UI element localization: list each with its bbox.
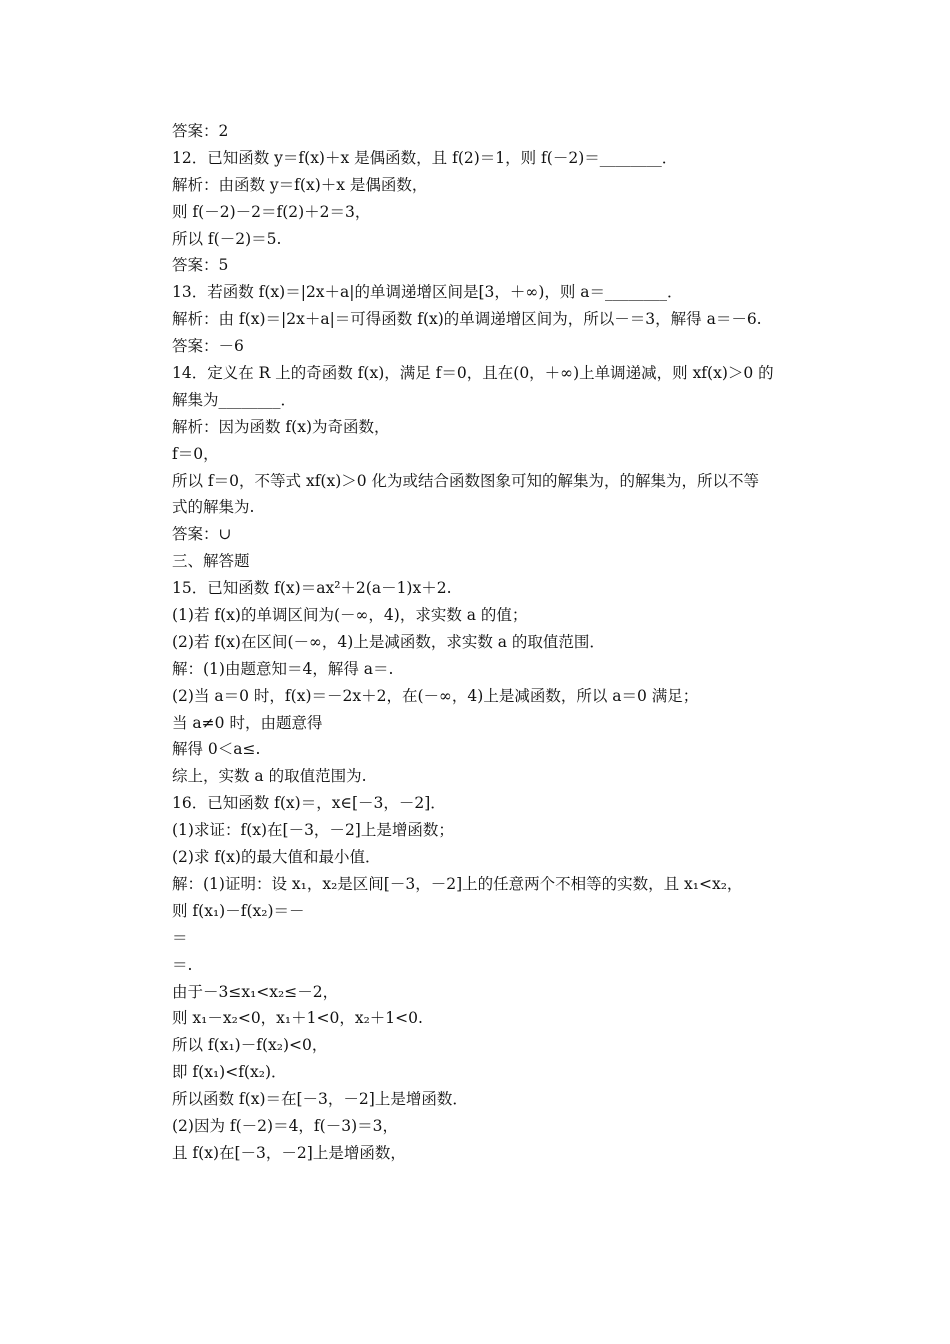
problem-16-statement: 16．已知函数 f(x)＝，x∈[－3，－2]．	[172, 794, 446, 813]
problem-14-analysis: 解析：因为函数 f(x)为奇函数，	[172, 417, 390, 436]
problem-14-step-2: 所以 f＝0，不等式 xf(x)＞0 化为或结合函数图象可知的解集为，的解集为，所以不等	[172, 471, 760, 490]
problem-15-solution-2: (2)当 a＝0 时，f(x)＝－2x＋2，在(－∞，4)上是减函数，所以 a＝0 满足；	[172, 686, 699, 705]
problem-13-statement: 13．若函数 f(x)＝|2x＋a|的单调递增区间是[3，＋∞)，则 a＝________．	[172, 283, 683, 302]
problem-15-part-2: (2)若 f(x)在区间(－∞，4)上是减函数，求实数 a 的取值范围．	[172, 632, 605, 651]
problem-16-part-2: (2)求 f(x)的最大值和最小值．	[172, 848, 381, 867]
problem-12-step-2: 所以 f(－2)＝5.	[172, 229, 282, 248]
problem-16-solution-2b: 且 f(x)在[－3，－2]上是增函数，	[172, 1143, 406, 1162]
document-body	[172, 118, 812, 1167]
problem-15-solution-4: 解得 0＜a≤.	[172, 740, 261, 759]
problem-16-proof-8: 即 f(x₁)<f(x₂)．	[172, 1063, 287, 1082]
problem-15-solution-1: 解：(1)由题意知＝4，解得 a＝.	[172, 659, 394, 678]
problem-16-proof-7: 所以 f(x₁)－f(x₂)<0，	[172, 1036, 328, 1055]
answer-12: 答案：5	[172, 256, 229, 275]
answer-13: 答案：－6	[172, 337, 244, 356]
answer-11: 答案：2	[172, 122, 229, 140]
problem-15-statement: 15．已知函数 f(x)＝ax²＋2(a－1)x＋2.	[172, 579, 452, 598]
problem-16-solution-2a: (2)因为 f(－2)＝4，f(－3)＝3，	[172, 1116, 398, 1135]
problem-12-analysis: 解析：由函数 y＝f(x)＋x 是偶函数，	[172, 175, 428, 194]
problem-13-analysis: 解析：由 f(x)＝|2x＋a|＝可得函数 f(x)的单调递增区间为，所以－＝3，解得 a＝－6.	[172, 310, 762, 329]
problem-14-statement-cont: 解集为________．	[172, 390, 297, 409]
problem-14-step-2-cont: 式的解集为.	[172, 498, 255, 517]
answer-14: 答案：∪	[172, 525, 232, 544]
problem-16-proof-9: 所以函数 f(x)＝在[－3，－2]上是增函数．	[172, 1090, 468, 1109]
problem-16-proof-5: 由于－3≤x₁<x₂≤－2，	[172, 982, 339, 1001]
problem-16-part-1: (1)求证：f(x)在[－3，－2]上是增函数；	[172, 821, 454, 840]
problem-15-part-1: (1)若 f(x)的单调区间为(－∞，4)，求实数 a 的值；	[172, 606, 528, 625]
problem-16-proof-6: 则 x₁－x₂<0，x₁＋1<0，x₂＋1<0.	[172, 1009, 423, 1028]
problem-16-proof-3: ＝	[172, 928, 188, 947]
problem-16-proof-2: 则 f(x₁)－f(x₂)＝－	[172, 901, 305, 920]
problem-15-conclusion: 综上，实数 a 的取值范围为.	[172, 767, 367, 786]
section-heading: 三、解答题	[172, 552, 250, 571]
problem-15-solution-3: 当 a≠0 时，由题意得	[172, 713, 323, 732]
problem-14-step-1: f＝0，	[172, 444, 219, 463]
problem-12-step-1: 则 f(－2)－2＝f(2)＋2＝3，	[172, 202, 371, 221]
problem-16-proof-1: 解：(1)证明：设 x₁，x₂是区间[－3，－2]上的任意两个不相等的实数，且 x₁<x₂，	[172, 874, 743, 893]
problem-16-proof-4: ＝.	[172, 955, 193, 974]
problem-14-statement: 14．定义在 R 上的奇函数 f(x)，满足 f＝0，且在(0，＋∞)上单调递减，则 xf(x)＞0 的	[172, 364, 774, 383]
problem-12-statement: 12．已知函数 y＝f(x)＋x 是偶函数，且 f(2)＝1，则 f(－2)＝________．	[172, 148, 678, 167]
